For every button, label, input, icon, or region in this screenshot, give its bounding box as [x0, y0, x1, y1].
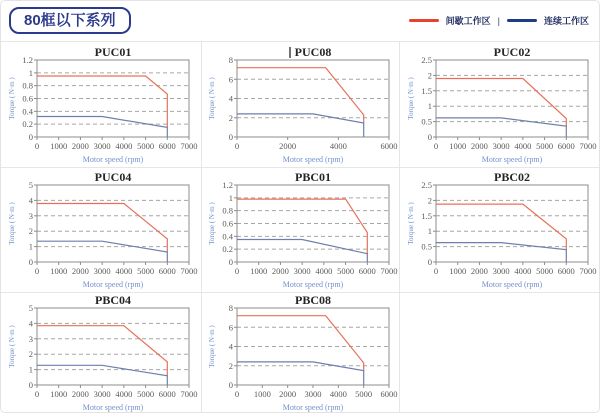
svg-text:5: 5: [28, 302, 33, 313]
chart-cell-puc02: [399, 41, 599, 167]
svg-text:0.4: 0.4: [221, 231, 233, 242]
chart-cell-pbc04: [1, 292, 201, 412]
svg-text:0: 0: [228, 257, 233, 267]
svg-text:1.5: 1.5: [420, 210, 432, 221]
svg-text:1.5: 1.5: [420, 85, 432, 96]
chart-cell-puc01: [1, 41, 201, 167]
continuous-zone-label: 连续工作区: [543, 16, 589, 26]
svg-text:0: 0: [28, 257, 33, 267]
svg-text:1000: 1000: [448, 266, 466, 276]
svg-text:1.2: 1.2: [221, 180, 233, 190]
torque-speed-chart-svg: [403, 45, 597, 165]
svg-text:4: 4: [28, 195, 33, 206]
svg-text:1000: 1000: [448, 140, 466, 151]
svg-text:1.2: 1.2: [22, 54, 33, 65]
svg-text:3: 3: [28, 333, 33, 344]
svg-text:PUC02: PUC02: [493, 44, 530, 59]
svg-text:1: 1: [28, 364, 33, 375]
header: [1, 1, 599, 41]
svg-text:6000: 6000: [158, 140, 176, 151]
svg-text:5000: 5000: [354, 388, 372, 399]
svg-text:3000: 3000: [304, 388, 321, 399]
torque-speed-chart-svg: [403, 170, 597, 290]
continuous-line-swatch: [507, 19, 537, 22]
svg-text:2000: 2000: [470, 266, 488, 276]
chart-pbc04: [1, 293, 201, 412]
svg-text:5000: 5000: [535, 266, 553, 276]
svg-text:Motor speed (rpm): Motor speed (rpm): [282, 280, 343, 289]
svg-text:0.6: 0.6: [22, 93, 33, 103]
svg-text:0.8: 0.8: [22, 80, 33, 91]
svg-text:PBC01: PBC01: [294, 170, 331, 184]
svg-text:0.5: 0.5: [420, 241, 432, 252]
svg-text:5: 5: [28, 180, 33, 190]
svg-text:Torque ( N·m ): Torque ( N·m ): [8, 324, 16, 368]
svg-text:4000: 4000: [513, 140, 531, 151]
chart-pbc08: [202, 293, 399, 412]
torque-speed-chart-svg: [4, 170, 198, 290]
svg-text:4: 4: [28, 317, 33, 328]
torque-speed-chart-svg: [4, 293, 198, 413]
svg-text:1: 1: [28, 67, 33, 78]
svg-text:7000: 7000: [180, 388, 198, 399]
svg-text:0: 0: [28, 379, 33, 390]
chart-cell-puc08: [201, 41, 399, 167]
svg-text:1000: 1000: [249, 266, 267, 276]
svg-text:1: 1: [427, 226, 432, 237]
svg-text:Motor speed (rpm): Motor speed (rpm): [481, 280, 542, 289]
torque-speed-chart-svg: [4, 45, 198, 165]
chart-puc04: [1, 168, 201, 292]
svg-text:PUC08: PUC08: [294, 44, 331, 59]
svg-text:Torque ( N·m ): Torque ( N·m ): [8, 76, 16, 120]
torque-speed-chart-svg: [204, 293, 398, 413]
svg-text:6000: 6000: [158, 266, 176, 276]
chart-cell-pbc02: [399, 167, 599, 292]
chart-puc02: [400, 42, 599, 167]
svg-text:0.5: 0.5: [420, 116, 432, 127]
chart-cell-pbc08: [201, 292, 399, 412]
charts-grid: [1, 41, 599, 412]
torque-speed-chart-svg: [204, 45, 398, 165]
svg-text:6000: 6000: [358, 266, 376, 276]
svg-text:Motor speed (rpm): Motor speed (rpm): [481, 154, 542, 164]
svg-text:2.5: 2.5: [420, 54, 432, 65]
svg-text:2000: 2000: [470, 140, 488, 151]
svg-text:Motor speed (rpm): Motor speed (rpm): [82, 280, 144, 289]
svg-text:3000: 3000: [492, 266, 510, 276]
svg-text:7000: 7000: [180, 266, 198, 276]
svg-text:7000: 7000: [579, 140, 596, 151]
series-title-badge: 80框以下系列: [9, 7, 131, 34]
svg-text:1000: 1000: [50, 140, 68, 151]
svg-text:0: 0: [433, 266, 438, 276]
legend-separator: |: [497, 15, 500, 26]
svg-text:5000: 5000: [137, 266, 155, 276]
svg-text:0.2: 0.2: [22, 118, 33, 129]
svg-text:Torque ( N·m ): Torque ( N·m ): [207, 202, 216, 245]
svg-text:3000: 3000: [93, 266, 111, 276]
svg-text:4000: 4000: [329, 388, 347, 399]
svg-text:0: 0: [28, 131, 33, 142]
svg-text:0: 0: [34, 266, 40, 276]
intermittent-line-swatch: [409, 19, 439, 22]
svg-text:5000: 5000: [336, 266, 354, 276]
svg-text:0.2: 0.2: [221, 244, 233, 255]
svg-text:8: 8: [228, 54, 233, 65]
svg-text:0.4: 0.4: [22, 105, 33, 116]
svg-text:2000: 2000: [278, 388, 296, 399]
svg-text:8: 8: [228, 302, 233, 313]
svg-text:2000: 2000: [71, 388, 89, 399]
svg-text:4: 4: [228, 93, 233, 103]
svg-text:1000: 1000: [50, 266, 68, 276]
svg-text:PUC01: PUC01: [94, 44, 132, 59]
svg-text:Motor speed (rpm): Motor speed (rpm): [282, 154, 343, 164]
svg-text:6000: 6000: [557, 266, 575, 276]
svg-text:6: 6: [228, 321, 233, 332]
svg-text:5000: 5000: [137, 388, 155, 399]
svg-text:0: 0: [427, 257, 432, 267]
svg-text:6000: 6000: [158, 388, 176, 399]
svg-text:0: 0: [234, 388, 239, 399]
svg-text:0: 0: [234, 266, 239, 276]
svg-text:3000: 3000: [293, 266, 311, 276]
svg-text:Torque ( N·m ): Torque ( N·m ): [8, 202, 16, 245]
empty-cell: [399, 292, 599, 412]
svg-text:2: 2: [28, 348, 33, 359]
svg-text:1: 1: [28, 241, 33, 252]
svg-text:0.6: 0.6: [221, 218, 233, 229]
chart-puc01: [1, 42, 201, 167]
svg-text:2000: 2000: [271, 266, 289, 276]
svg-text:0: 0: [427, 131, 432, 142]
svg-text:Motor speed (rpm): Motor speed (rpm): [282, 402, 343, 412]
svg-text:2: 2: [427, 195, 432, 206]
chart-pbc02: [400, 168, 599, 292]
svg-text:2: 2: [427, 69, 432, 80]
svg-text:0: 0: [433, 140, 438, 151]
svg-text:3000: 3000: [93, 388, 111, 399]
legend: [409, 14, 589, 27]
svg-text:PBC04: PBC04: [95, 292, 131, 307]
svg-text:2000: 2000: [71, 266, 89, 276]
svg-text:PBC02: PBC02: [493, 170, 530, 184]
svg-text:Motor speed (rpm): Motor speed (rpm): [82, 154, 144, 164]
svg-text:5000: 5000: [137, 140, 155, 151]
svg-text:4: 4: [228, 341, 233, 351]
svg-text:6000: 6000: [557, 140, 575, 151]
chart-cell-puc04: [1, 167, 201, 292]
svg-text:0: 0: [34, 388, 40, 399]
svg-text:4000: 4000: [115, 388, 133, 399]
chart-cell-pbc01: [201, 167, 399, 292]
svg-text:0: 0: [34, 140, 40, 151]
svg-text:PUC04: PUC04: [94, 170, 132, 184]
svg-text:6: 6: [228, 73, 233, 84]
svg-text:4000: 4000: [115, 140, 133, 151]
svg-text:4000: 4000: [115, 266, 133, 276]
svg-text:2000: 2000: [278, 140, 296, 151]
svg-text:Torque ( N·m ): Torque ( N·m ): [207, 76, 216, 120]
svg-text:1000: 1000: [50, 388, 68, 399]
torque-speed-chart-svg: [204, 170, 398, 290]
svg-text:2: 2: [28, 226, 33, 237]
svg-text:7000: 7000: [180, 140, 198, 151]
svg-text:Torque ( N·m ): Torque ( N·m ): [406, 202, 415, 245]
svg-text:4000: 4000: [314, 266, 332, 276]
svg-text:3000: 3000: [93, 140, 111, 151]
svg-text:5000: 5000: [535, 140, 553, 151]
intermittent-zone-label: 间歇工作区: [445, 16, 491, 26]
svg-text:Torque ( N·m ): Torque ( N·m ): [207, 324, 216, 368]
svg-text:Torque ( N·m ): Torque ( N·m ): [406, 76, 415, 120]
svg-text:2.5: 2.5: [420, 180, 432, 190]
svg-text:2: 2: [228, 360, 233, 371]
svg-text:0.8: 0.8: [221, 205, 233, 216]
chart-pbc01: [202, 168, 399, 292]
svg-text:7000: 7000: [380, 266, 397, 276]
svg-text:1000: 1000: [253, 388, 271, 399]
svg-text:3: 3: [28, 210, 33, 221]
svg-text:2: 2: [228, 112, 233, 123]
svg-text:4000: 4000: [513, 266, 531, 276]
svg-text:6000: 6000: [380, 388, 397, 399]
svg-text:PBC08: PBC08: [294, 292, 331, 307]
svg-text:3000: 3000: [492, 140, 510, 151]
svg-text:6000: 6000: [380, 140, 397, 151]
svg-text:1: 1: [228, 192, 233, 203]
svg-text:0: 0: [228, 131, 233, 142]
svg-text:0: 0: [234, 140, 239, 151]
svg-text:2000: 2000: [71, 140, 89, 151]
svg-text:0: 0: [228, 379, 233, 390]
svg-text:Motor speed (rpm): Motor speed (rpm): [82, 402, 144, 412]
svg-text:1: 1: [427, 100, 432, 111]
chart-puc08: [202, 42, 399, 167]
svg-text:4000: 4000: [329, 140, 347, 151]
svg-text:7000: 7000: [579, 266, 596, 276]
